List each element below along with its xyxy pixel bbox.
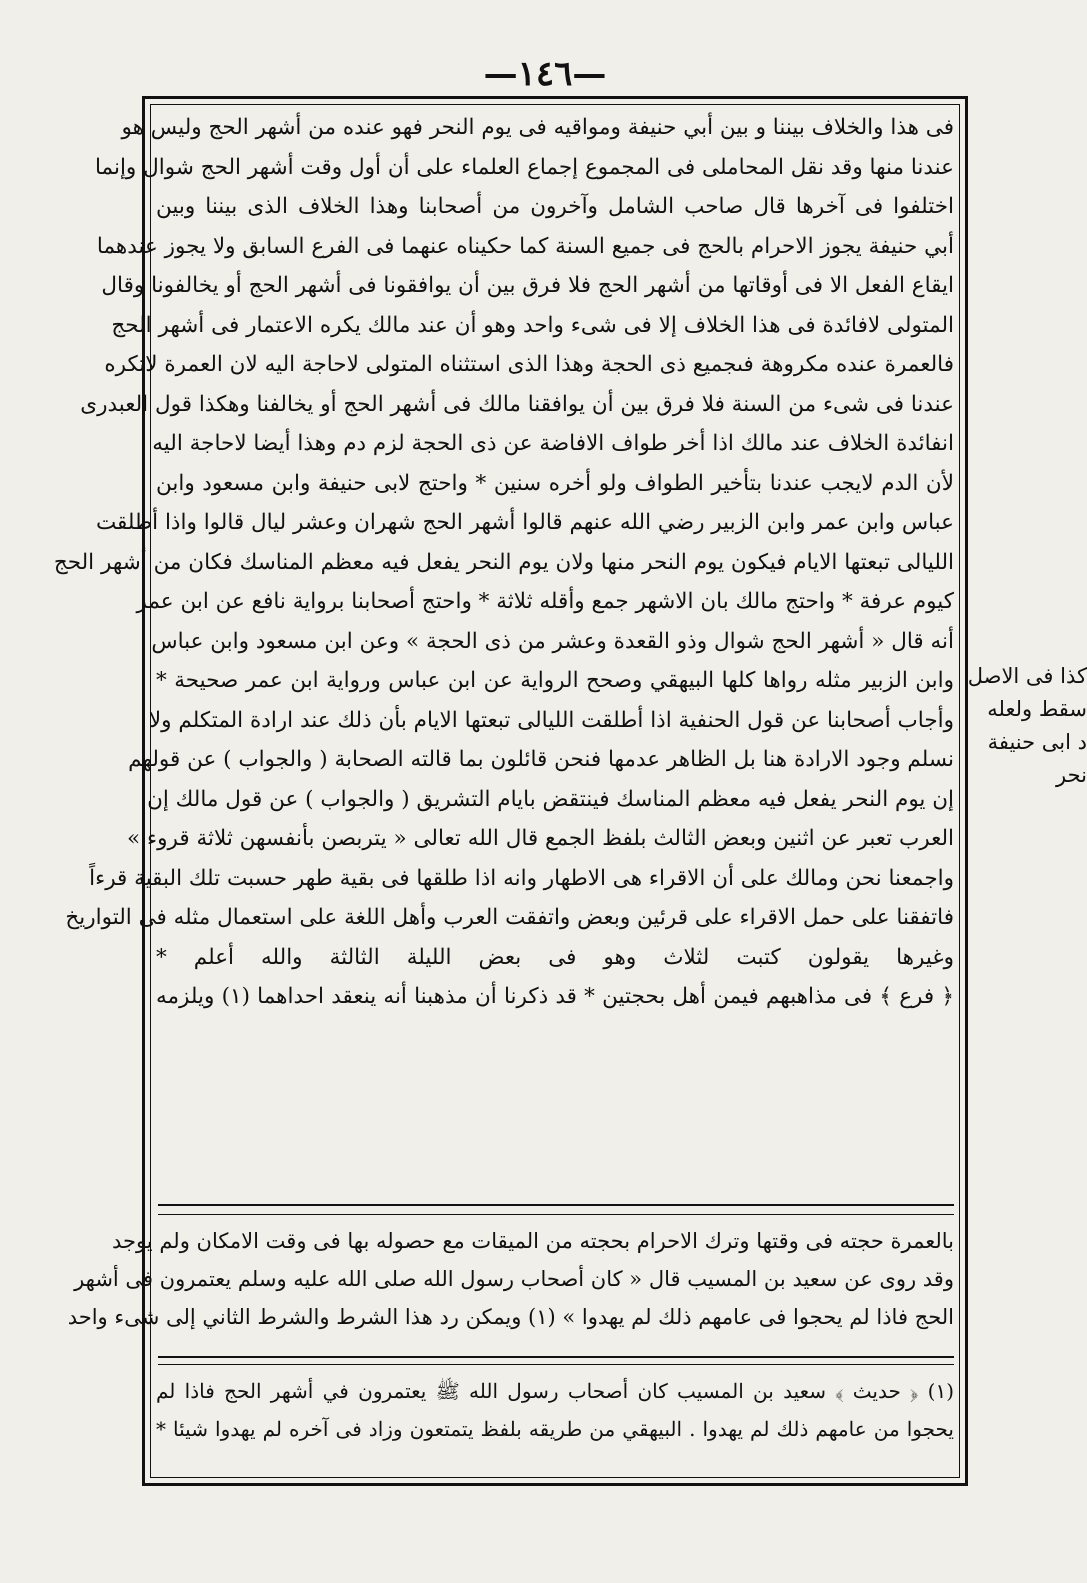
main-line: إن يوم النحر يفعل فيه معظم المناسك فينتقض بايام التشريق ( والجواب ) عن قول مالك إن: [147, 786, 954, 812]
main-line: عباس وابن عمر وابن الزبير رضي الله عنهم قالوا أشهر الحج شهران وعشر ليال قالوا واذا أطلقت: [95, 510, 954, 535]
main-text: [53, 108, 954, 1017]
margin-note-line: نحر: [1056, 763, 1087, 787]
main-line: اختلفوا فى آخرها قال صاحب الشامل وآخرون من أصحابنا وهذا الخلاف الذى بيننا وبين: [156, 194, 954, 219]
main-line: ﴿ فرع ﴾ فى مذاهبهم فيمن أهل بحجتين * قد ذكرنا أن مذهبنا أنه ينعقد احداهما (١) ويلزمه: [156, 984, 954, 1009]
footnote-line: يحجوا من عامهم ذلك لم يهدوا . البيهقي من طريقه بلفظ يتمتعون وزاد فى آخره لم يهدوا شيئا *: [156, 1417, 954, 1441]
main-line: لأن الدم لايجب عندنا بتأخير الطواف ولو أخره سنين * واحتج لابى حنيفة وابن مسعود وابن: [156, 470, 954, 496]
margin-note-line: سقط ولعله: [987, 697, 1087, 721]
lower-line: الحج فاذا لم يحجوا فى عامهم ذلك لم يهدوا » (١) ويمكن رد هذا الشرط والشرط الثاني إلى شىء واحد: [67, 1305, 954, 1329]
margin-note-line: كذا فى الاصل: [967, 664, 1087, 688]
margin-note-line: د ابى حنيفة: [987, 730, 1087, 754]
footnote-divider: [158, 1356, 954, 1358]
main-line: فاتفقنا على حمل الاقراء على قرئين وبعض واتفقت العرب وأهل اللغة على استعمال مثله فى التواريخ: [65, 905, 954, 930]
main-line: عندنا منها وقد نقل المحاملى فى المجموع إجماع العلماء على أن أول وقت أشهر الحج شوال وإنما: [94, 154, 954, 180]
margin-note: [966, 660, 1087, 792]
lower-line: وقد روى عن سعيد بن المسيب قال « كان أصحاب رسول الله صلى الله عليه وسلم يعتمرون فى أشهر: [74, 1267, 954, 1291]
lower-line: بالعمرة حجته فى وقتها وترك الاحرام بحجته من الميقات مع حصوله بها فى وقت الامكان ولم يوجد: [111, 1229, 954, 1253]
main-line: ايقاع الفعل الا فى أوقاتها من أشهر الحج فلا فرق بين أن يوافقونا فى أشهر الحج أو يخالفونا وقال: [101, 273, 954, 298]
lower-text: [67, 1222, 954, 1336]
main-line: الليالى تبعتها الايام فيكون يوم النحر منها ولان يوم النحر يفعل فيه معظم المناسك فكان من أشهر الحج: [53, 549, 954, 575]
main-line: فالعمرة عنده مكروهة فىجميع ذى الحجة وهذا الذى استثناه المتولى لاحاجة اليه لان العمرة لاتكره: [104, 352, 954, 377]
footnote-line: (١) ﴿ حديث ﴾ سعيد بن المسيب كان أصحاب رسول الله ﷺ يعتمرون في أشهر الحج فاذا لم: [156, 1379, 954, 1403]
footnote: [156, 1372, 954, 1448]
page-number: —١٤٦—: [483, 54, 607, 94]
main-line: المتولى لافائدة فى هذا الخلاف إلا فى شىء واحد وهو أن عند مالك يكره الاعتمار فى أشهر الحج: [111, 312, 954, 338]
main-line: فى هذا والخلاف بيننا و بين أبي حنيفة ومواقيه فى يوم النحر فهو عنده من أشهر الحج وليس هو: [121, 115, 954, 140]
main-line: العرب تعبر عن اثنين وبعض الثالث بلفظ الجمع قال الله تعالى « يتربصن بأنفسهن ثلاثة قروء »: [127, 826, 954, 851]
main-line: كيوم عرفة * واحتج مالك بان الاشهر جمع وأقله ثلاثة * واحتج أصحابنا برواية نافع عن ابن عمر: [136, 589, 954, 614]
section-divider: [158, 1204, 954, 1206]
main-line: أبي حنيفة يجوز الاحرام بالحج فى جميع السنة كما حكيناه عنهما فى الفرع السابق ولا يجوز عندهما: [96, 233, 954, 259]
main-line: أنه قال « أشهر الحج شوال وذو القعدة وعشر من ذى الحجة » وعن ابن مسعود وابن عباس: [151, 628, 954, 654]
main-line: نسلم وجود الارادة هنا بل الظاهر عدمها فنحن قائلون بما قالته الصحابة ( والجواب ) عن قولهم: [128, 747, 954, 772]
main-line: انفائدة الخلاف عند مالك اذا أخر طواف الافاضة عن ذى الحجة لزم دم وهذا أيضا لاحاجة اليه: [152, 431, 954, 456]
section-divider-thin: [158, 1214, 954, 1215]
footnote-divider-thin: [158, 1364, 954, 1365]
main-line: وابن الزبير مثله رواها كلها البيهقي وصحح الرواية عن ابن عباس ورواية ابن عمر صحيحة *: [156, 668, 954, 693]
main-line: واجمعنا نحن ومالك على أن الاقراء هى الاطهار وانه اذا طلقها فى بقية طهر حسبت تلك البقية قرءاً: [89, 865, 954, 891]
main-line: وأجاب أصحابنا عن قول الحنفية اذا أطلقت الليالى تبعتها الايام بأن ذلك عند ارادة المتكلم ولا: [148, 707, 954, 733]
main-line: عندنا فى شىء من السنة فلا فرق بين أن يوافقنا مالك فى أشهر الحج أو يخالفنا وهكذا قول العبدرى: [80, 391, 954, 417]
main-line: وغيرها يقولون كتبت لثلاث وهو فى بعض الليلة الثالثة والله أعلم *: [156, 944, 954, 970]
